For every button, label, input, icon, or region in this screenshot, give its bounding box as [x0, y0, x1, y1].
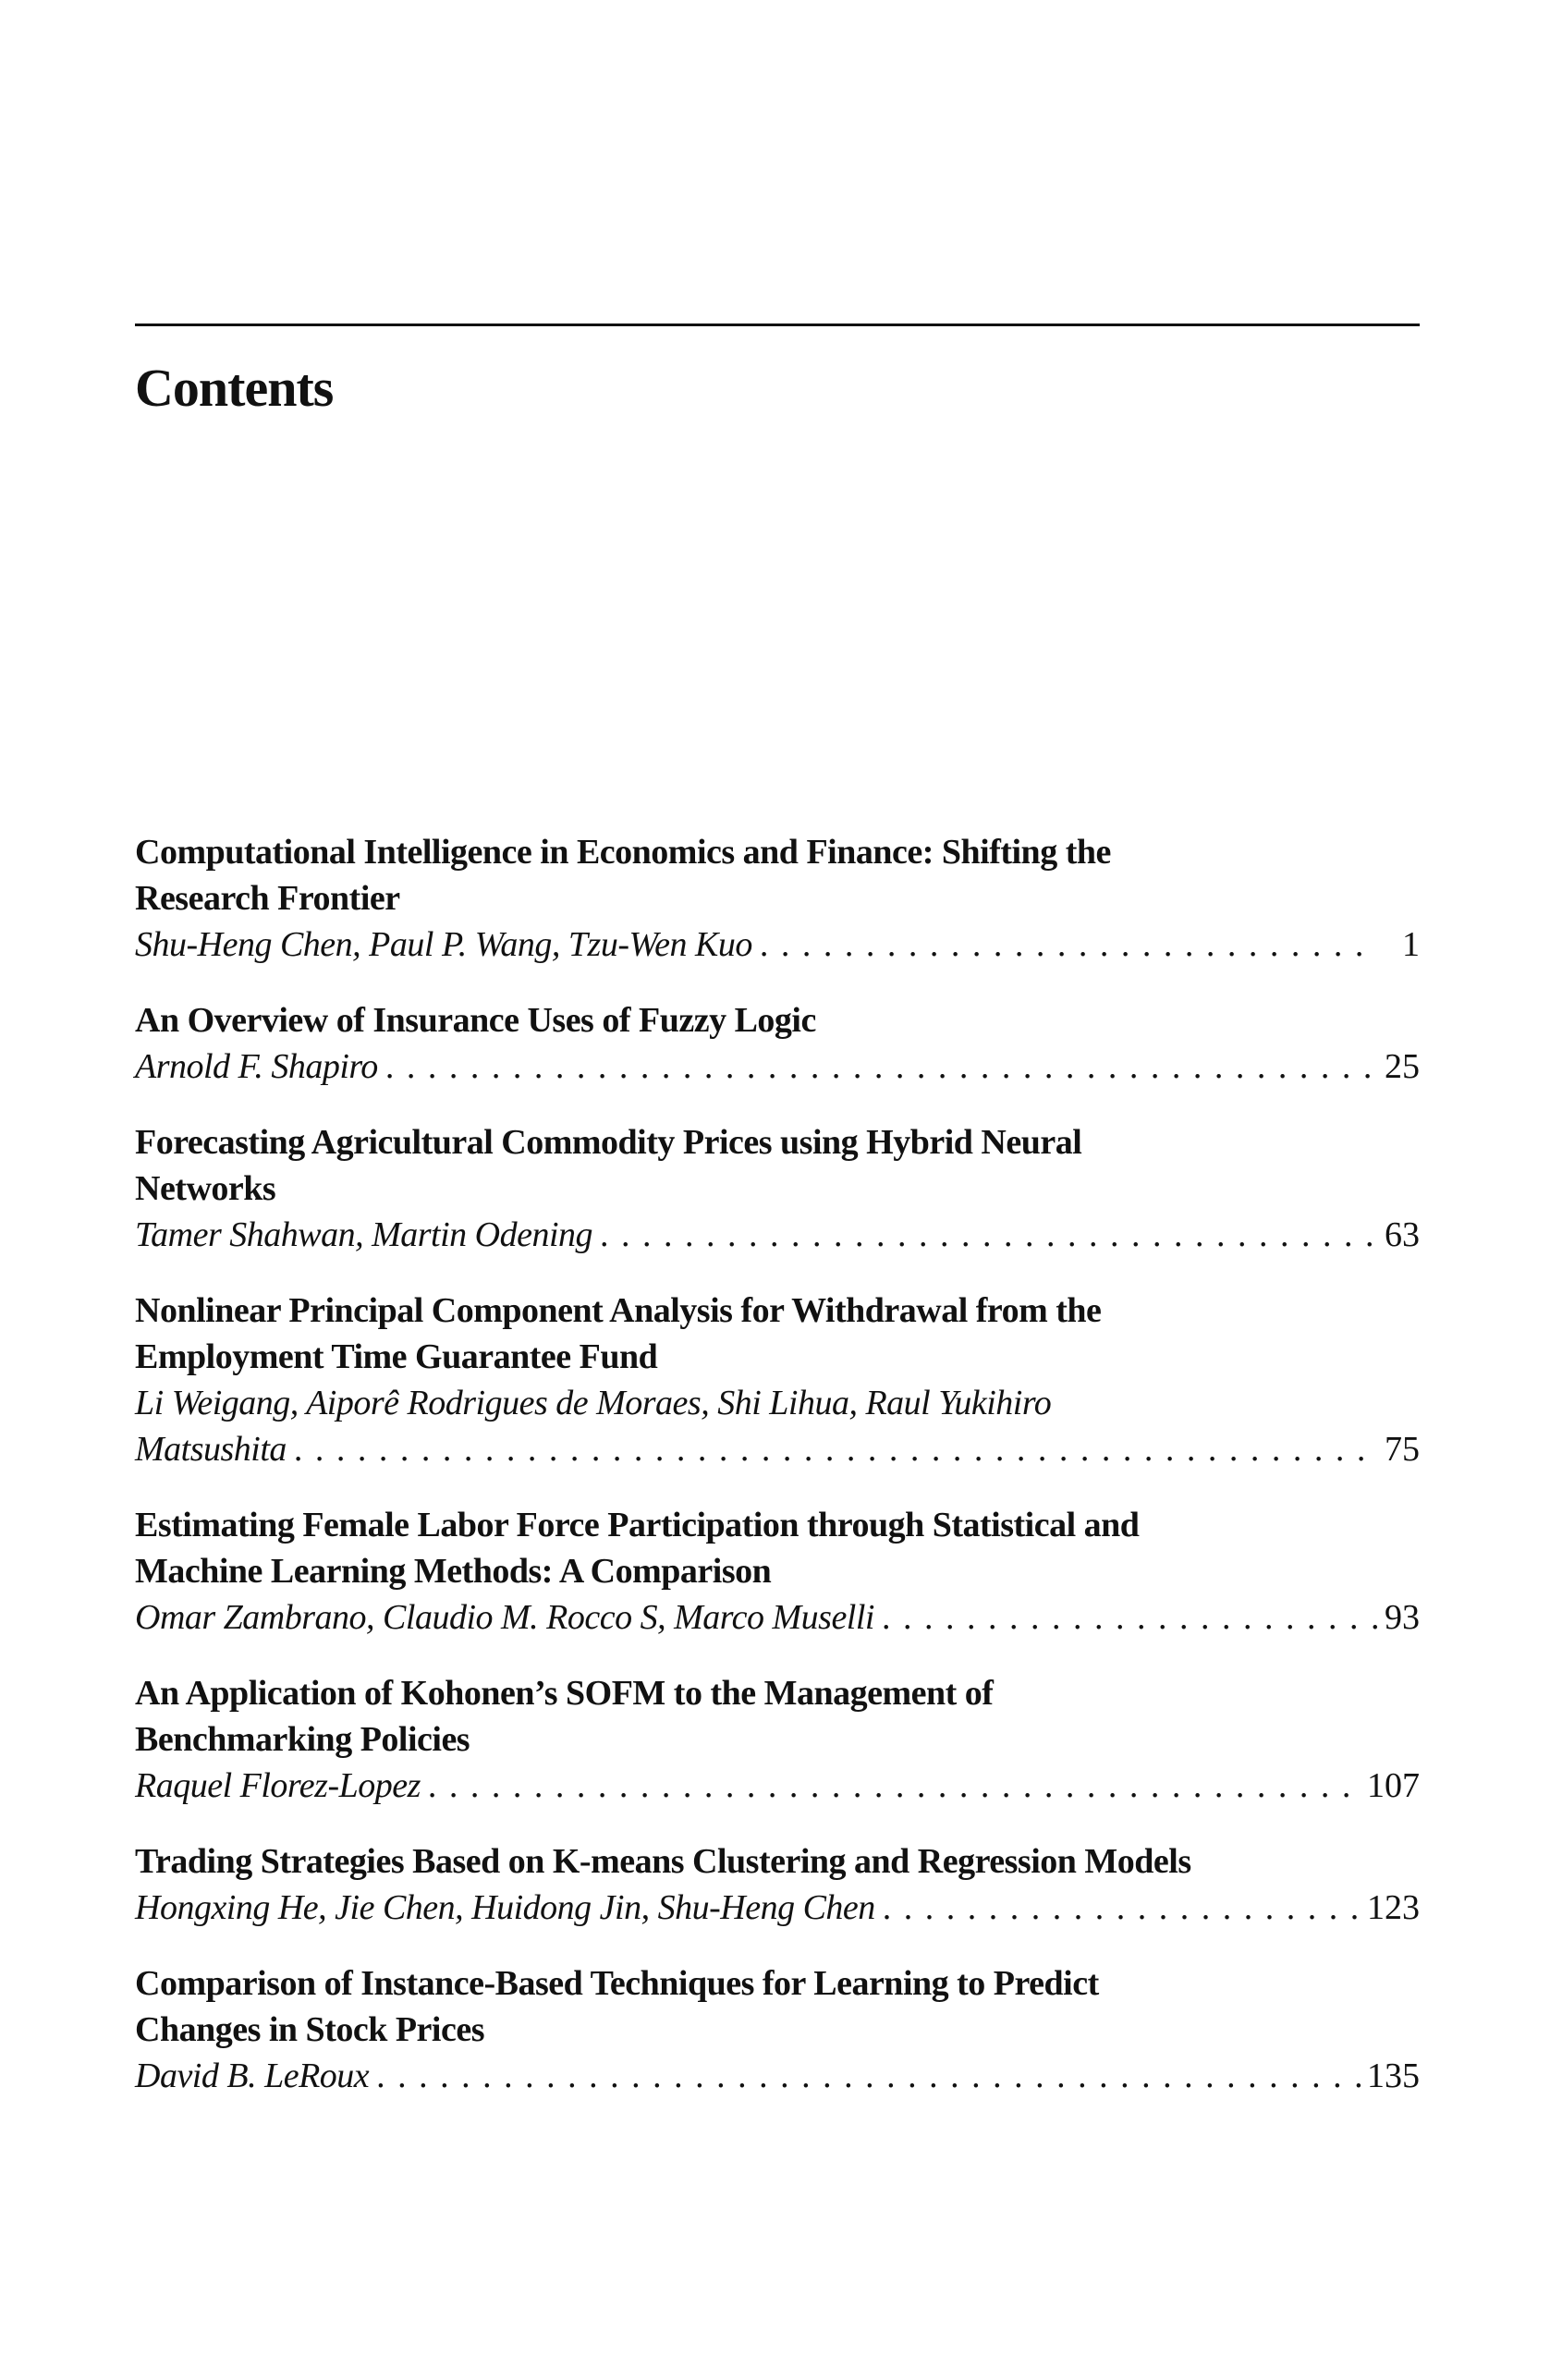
toc-entry[interactable] [135, 1960, 1420, 2099]
dot-leader [882, 1594, 1377, 1641]
dot-leader [376, 2053, 1361, 2099]
entry-title-line: Networks [135, 1169, 276, 1208]
dot-leader [428, 1763, 1361, 1809]
entry-authors-line [135, 1044, 1420, 1090]
book-page [135, 0, 1420, 2380]
entry-authors: Omar Zambrano, Claudio M. Rocco S, Marco Muselli [135, 1598, 874, 1637]
entry-authors: Shu-Heng Chen, Paul P. Wang, Tzu-Wen Kuo [135, 925, 752, 964]
dot-leader [600, 1212, 1377, 1258]
entry-authors-line [135, 1426, 1420, 1472]
dot-leader [385, 1044, 1377, 1090]
entry-authors: Tamer Shahwan, Martin Odening [135, 1215, 593, 1254]
entry-authors: Matsushita [135, 1430, 287, 1469]
entry-authors-line [135, 1594, 1420, 1641]
entry-authors-first-line: Li Weigang, Aiporê Rodrigues de Moraes, Shi Lihua, Raul Yukihiro [135, 1384, 1052, 1422]
entry-title-line: Research Frontier [135, 879, 400, 918]
entry-title-line: Forecasting Agricultural Commodity Prices using Hybrid Neural [135, 1123, 1082, 1162]
toc-entry[interactable] [135, 1502, 1420, 1641]
entry-page-number: 93 [1385, 1598, 1420, 1637]
toc-entry[interactable] [135, 997, 1420, 1090]
entry-page-number: 107 [1367, 1766, 1420, 1805]
toc-entry[interactable] [135, 1119, 1420, 1258]
dot-leader [294, 1426, 1377, 1472]
page-title: Contents [135, 358, 334, 418]
entry-authors: David B. LeRoux [135, 2057, 370, 2095]
entry-authors-line [135, 921, 1420, 968]
entry-page-number: 75 [1385, 1430, 1420, 1469]
entry-page-number: 123 [1367, 1888, 1420, 1927]
toc-entry[interactable] [135, 1288, 1420, 1472]
entry-authors-line [135, 1763, 1420, 1809]
entry-page-number: 25 [1385, 1047, 1420, 1086]
entry-title-line: An Overview of Insurance Uses of Fuzzy Logic [135, 1001, 816, 1040]
entry-page-number: 135 [1367, 2057, 1420, 2095]
entry-title-line: Nonlinear Principal Component Analysis for Withdrawal from the [135, 1291, 1102, 1330]
dot-leader [760, 921, 1377, 968]
heading-rule [135, 323, 1420, 326]
entry-title-line: Estimating Female Labor Force Participation through Statistical and [135, 1506, 1140, 1544]
entry-title-line: Benchmarking Policies [135, 1720, 470, 1759]
table-of-contents [135, 829, 1420, 2129]
entry-authors-line [135, 1885, 1420, 1931]
entry-title-line: An Application of Kohonen’s SOFM to the Management of [135, 1674, 994, 1713]
entry-authors: Hongxing He, Jie Chen, Huidong Jin, Shu-Heng Chen [135, 1888, 875, 1927]
entry-title-line: Machine Learning Methods: A Comparison [135, 1552, 772, 1591]
entry-title-line: Changes in Stock Prices [135, 2010, 484, 2049]
entry-title-line: Trading Strategies Based on K-means Clustering and Regression Models [135, 1842, 1191, 1881]
entry-page-number: 63 [1385, 1215, 1420, 1254]
toc-entry[interactable] [135, 1670, 1420, 1809]
entry-authors: Raquel Florez-Lopez [135, 1766, 421, 1805]
entry-title-line: Computational Intelligence in Economics and Finance: Shifting the [135, 833, 1111, 872]
entry-authors-line [135, 2053, 1420, 2099]
entry-title-line: Employment Time Guarantee Fund [135, 1337, 658, 1376]
entry-page-number: 1 [1402, 925, 1420, 964]
entry-authors-line [135, 1212, 1420, 1258]
dot-leader [883, 1885, 1361, 1931]
toc-entry[interactable] [135, 1838, 1420, 1931]
toc-entry[interactable] [135, 829, 1420, 968]
entry-authors: Arnold F. Shapiro [135, 1047, 378, 1086]
entry-title-line: Comparison of Instance-Based Techniques for Learning to Predict [135, 1964, 1099, 2003]
